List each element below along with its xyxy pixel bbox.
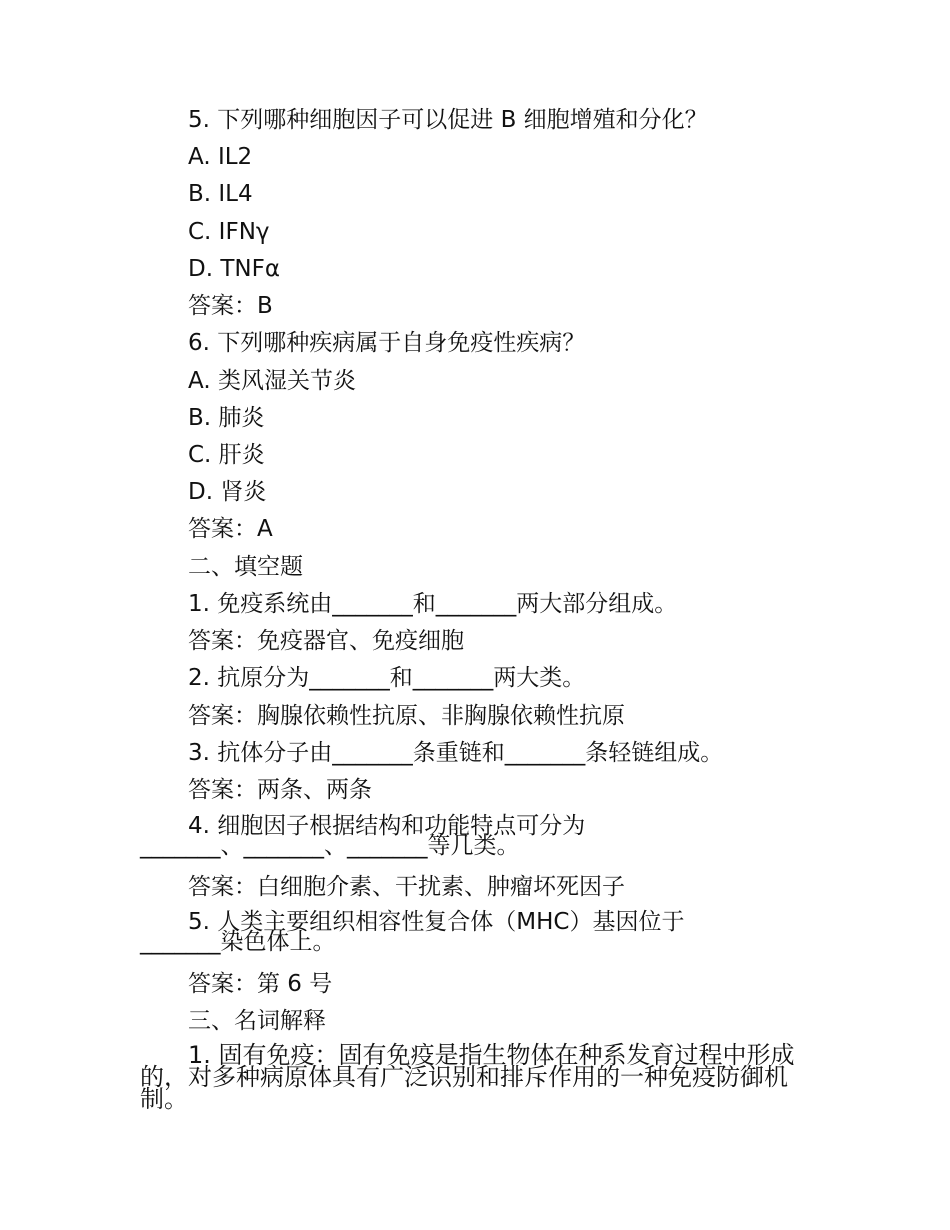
fill-question-5 xyxy=(140,909,685,955)
fill-question-1: 1. 免疫系统由_______和_______两大部分组成。 xyxy=(188,591,678,617)
fill-question-2: 2. 抗原分为_______和_______两大类。 xyxy=(188,665,586,691)
option-c: C. 肝炎 xyxy=(188,442,265,468)
option-a: A. 类风湿关节炎 xyxy=(188,368,356,394)
fill-answer-1: 答案：免疫器官、免疫细胞 xyxy=(188,628,464,654)
option-b: B. IL4 xyxy=(188,181,253,207)
fill-answer-3: 答案：两条、两条 xyxy=(188,777,372,803)
fill-answer-4: 答案：白细胞介素、干扰素、肿瘤坏死因子 xyxy=(188,874,625,900)
section-heading-fill-in: 二、填空题 xyxy=(188,554,303,580)
question-5-stem: 5. 下列哪种细胞因子可以促进 B 细胞增殖和分化？ xyxy=(188,107,708,133)
definition-1 xyxy=(140,1041,795,1113)
definition-1-line2: 的，对多种病原体具有广泛识别和排斥作用的一种免疫防御机 xyxy=(140,1063,788,1091)
fill-question-3: 3. 抗体分子由_______条重链和_______条轻链组成。 xyxy=(188,740,724,766)
fill-question-5-line1: 5. 人类主要组织相容性复合体（MHC）基因位于 xyxy=(188,909,685,935)
option-b: B. 肺炎 xyxy=(188,405,265,431)
option-c: C. IFNγ xyxy=(188,219,270,245)
question-6-stem: 6. 下列哪种疾病属于自身免疫性疾病？ xyxy=(188,330,586,356)
definition-1-line3: 制。 xyxy=(140,1085,188,1113)
option-a: A. IL2 xyxy=(188,144,253,170)
definition-1-line1: 1. 固有免疫：固有免疫是指生物体在种系发育过程中形成 xyxy=(188,1041,795,1069)
fill-question-4-line2: _______、_______、_______等几类。 xyxy=(140,833,520,859)
fill-question-4-line1: 4. 细胞因子根据结构和功能特点可分为 xyxy=(188,813,586,839)
answer-5: 答案：B xyxy=(188,293,273,319)
option-d: D. 肾炎 xyxy=(188,479,267,505)
fill-answer-5: 答案：第 6 号 xyxy=(188,971,333,997)
option-d: D. TNFα xyxy=(188,256,280,282)
answer-6: 答案：A xyxy=(188,516,273,542)
section-heading-definitions: 三、名词解释 xyxy=(188,1008,326,1034)
fill-question-4 xyxy=(140,813,586,859)
fill-question-5-line2: _______染色体上。 xyxy=(140,929,336,955)
fill-answer-2: 答案：胸腺依赖性抗原、非胸腺依赖性抗原 xyxy=(188,703,625,729)
